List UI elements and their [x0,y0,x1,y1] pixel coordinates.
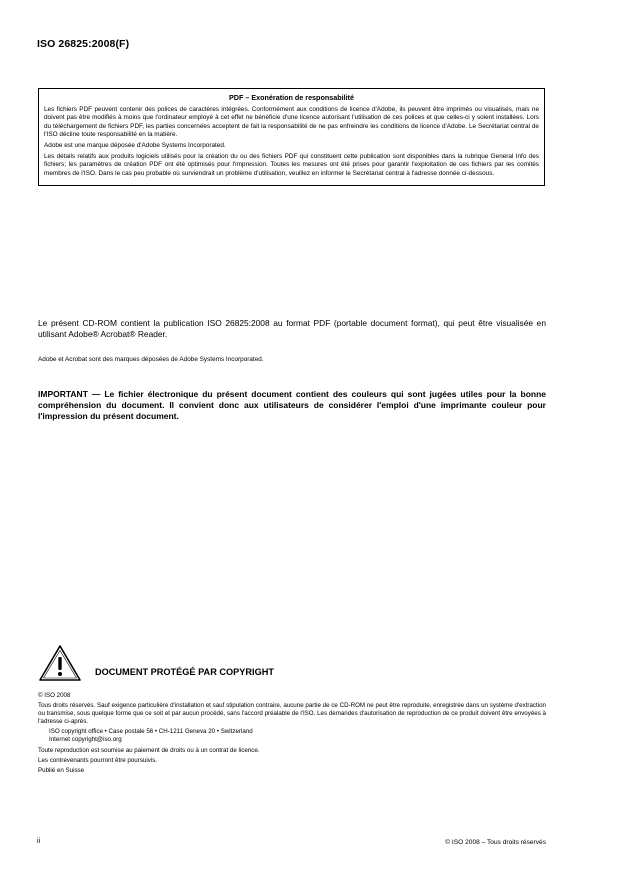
disclaimer-paragraph-fonts: Les fichiers PDF peuvent contenir des polices de caractères intégrées. Conformément aux conditions de licence d'Adobe, ils peuvent être imprimés ou visualisés, mais ne doivent pas être modifiés à moins que l'ordinateur employé à cet effet ne bénéficie d'une licence autorisant l'utilisation de ces polices et que celles-ci y soient installées. Lors du téléchargement de fichiers PDF, les parties concernées acceptent de fait la responsabilité de ne pas enfreindre les conditions de licence d'Adobe. Le Secrétariat central de l'ISO décline toute responsabilité en la matière. [44,106,539,138]
cd-rom-description: Le présent CD-ROM contient la publication ISO 26825:2008 au format PDF (portable document format), qui peut être visualisée en utilisant Adobe® Acrobat® Reader. [38,318,546,339]
copyright-year: © ISO 2008 [38,692,71,699]
copyright-header-row [38,644,546,682]
copyright-section [38,644,546,775]
disclaimer-paragraph-details: Les détails relatifs aux produits logiciels utilisés pour la création du ou des fichiers PDF qui constituent cette publication sont disponibles dans la rubrique General Info des fichiers; les paramètres de création PDF ont été optimisés pour l'impression. Toutes les mesures ont été prises pour garantir l'exploitation de ces fichiers par les comités membres de l'ISO. Dans le cas peu probable où surviendrait un problème d'utilisation, veuillez en informer le Secrétariat central à l'adresse donnée ci-dessous. [44,153,539,177]
footer-copyright: © ISO 2008 – Tous droits réservés [445,839,546,846]
copyright-published-text: Publié en Suisse [38,766,85,774]
copyright-rights-text: Tous droits réservés. Sauf exigence particulière d'installation et sauf stipulation contraire, aucune partie de ce CD-ROM ne peut être reproduite, enregistrée dans un système d'extraction ou transmise, sous quelque forme que ce soit et par aucun procédé, sans l'accord préalable de l'ISO. Les demandes d'autorisation de reproduction de ce produit doivent être envoyées à l'adresse ci-après. [38,702,546,726]
important-color-notice: IMPORTANT — Le fichier électronique du présent document contient des couleurs qui sont jugées utiles pour la bonne compréhension du document. Il convient donc aux utilisateurs de considérer l'emploi d'une imprimante couleur pour l'impression du présent document. [38,389,546,421]
disclaimer-title: PDF – Exonération de responsabilité [228,93,354,102]
warning-triangle-icon [38,644,82,682]
copyright-payment-text: Toute reproduction est soumise au paiement de droits ou à un contrat de licence. [38,746,260,754]
pdf-disclaimer-box [38,88,545,186]
copyright-text [38,692,546,775]
page-number: ii [37,838,41,845]
trademarks-note: Adobe et Acrobat sont des marques déposées de Adobe Systems Incorporated. [38,356,264,363]
copyright-address-line1: ISO copyright office • Case postale 56 • CH-1211 Geneva 20 • Switzerland [49,728,253,736]
copyright-heading: DOCUMENT PROTÉGÉ PAR COPYRIGHT [95,667,274,677]
document-id-header: ISO 26825:2008(F) [37,38,130,50]
disclaimer-paragraph-adobe: Adobe est une marque déposée d'Adobe Systems Incorporated. [44,142,226,150]
copyright-address-line2: Internet copyright@iso.org [49,736,122,744]
copyright-prosecution-text: Les contrevenants pourront être poursuivis. [38,756,158,764]
